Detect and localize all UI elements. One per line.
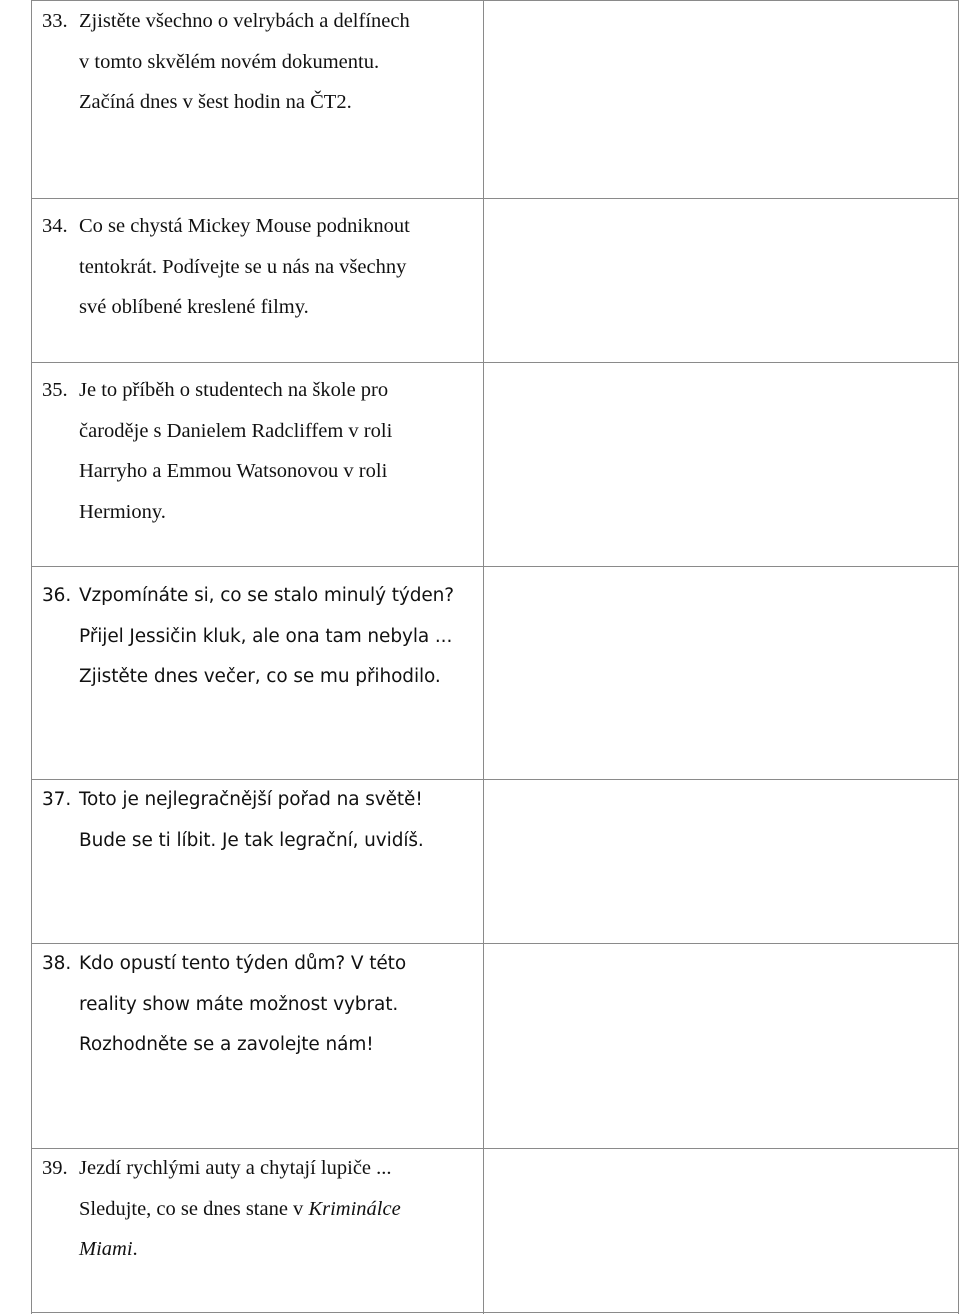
item-text-line: reality show máte možnost vybrat. <box>79 993 399 1015</box>
program-item-37 <box>42 780 482 861</box>
item-number: 35. <box>42 379 68 401</box>
item-number: 37. <box>42 789 72 810</box>
item-text-line: své oblíbené kreslené filmy. <box>79 296 309 319</box>
program-item-38 <box>42 944 482 1066</box>
item-text-line: Zjistěte všechno o velrybách a delfínech <box>79 10 410 32</box>
item-text-line <box>42 1189 482 1230</box>
item-text-line: Je to příběh o studentech na škole pro <box>79 379 389 401</box>
row-divider <box>31 362 959 363</box>
item-text-line: Kdo opustí tento týden dům? V této <box>79 953 407 974</box>
item-text-line: Zjistěte dnes večer, co se mu přihodilo. <box>79 666 441 688</box>
program-item-36 <box>42 576 482 698</box>
item-text-line: Harryho a Emmou Watsonovou v roli <box>79 460 388 483</box>
item-text-line: Hermiony. <box>79 500 166 523</box>
item-text-line: tentokrát. Podívejte se u nás na všechny <box>79 255 407 278</box>
item-number: 39. <box>42 1157 68 1179</box>
item-number: 34. <box>42 215 68 237</box>
item-text-plain: Sledujte, co se dnes stane v <box>79 1197 309 1220</box>
program-item-33 <box>42 1 482 123</box>
item-text-line: Začíná dnes v šest hodin na ČT2. <box>79 91 352 114</box>
show-title-italic: Kriminálce <box>308 1197 401 1220</box>
program-item-35 <box>42 370 482 532</box>
item-text-line: Vzpomínáte si, co se stalo minulý týden? <box>79 585 454 606</box>
item-text-plain: . <box>132 1238 138 1261</box>
item-text-line: čaroděje s Danielem Radcliffem v roli <box>79 419 393 442</box>
item-text-line: Toto je nejlegračnější pořad na světě! <box>79 789 423 810</box>
row-divider <box>31 198 959 199</box>
item-text-line: Bude se ti líbit. Je tak legrační, uvidíš. <box>79 829 424 851</box>
program-item-34 <box>42 206 482 328</box>
item-number: 38. <box>42 953 72 974</box>
item-text-line: v tomto skvělém novém dokumentu. <box>79 50 380 73</box>
show-title-italic: Miami <box>79 1238 133 1261</box>
program-item-39 <box>42 1148 482 1270</box>
row-divider <box>31 566 959 567</box>
table-bottom-border <box>31 1312 959 1313</box>
item-text-line <box>42 1229 482 1270</box>
item-text-line: Jezdí rychlými auty a chytají lupiče ... <box>79 1157 392 1179</box>
item-text-line: Přijel Jessičin kluk, ale ona tam nebyla ... <box>79 625 453 647</box>
item-number: 36. <box>42 585 72 606</box>
item-text-line: Rozhodněte se a zavolejte nám! <box>79 1034 374 1056</box>
item-text-line: Co se chystá Mickey Mouse podniknout <box>79 215 410 237</box>
item-number: 33. <box>42 10 68 32</box>
